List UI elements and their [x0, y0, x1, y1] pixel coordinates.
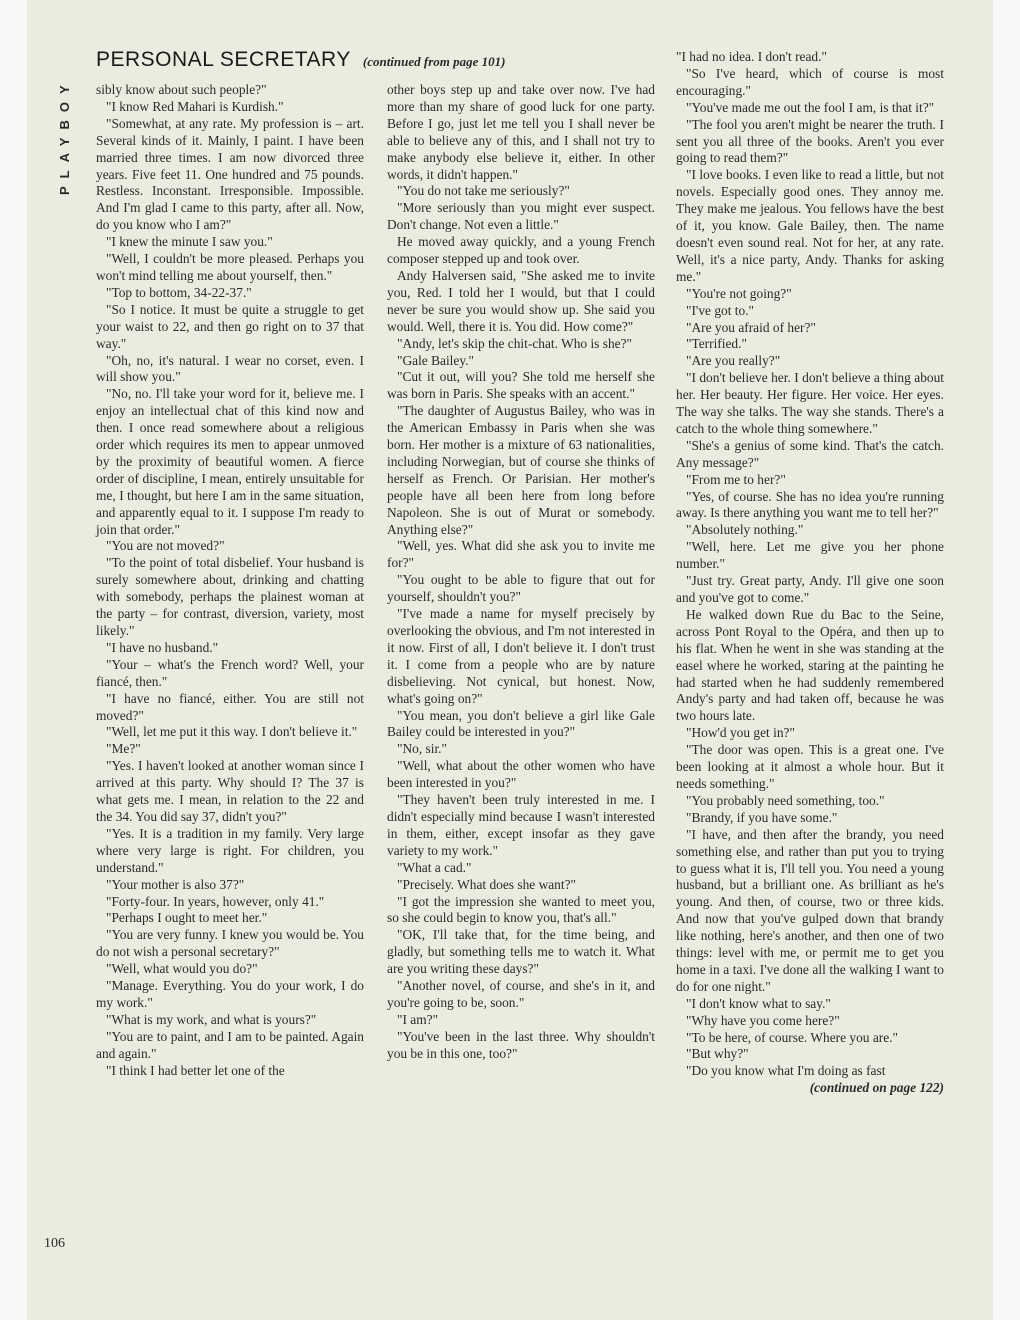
- paragraph: "Me?": [106, 741, 141, 757]
- paragraph: "Manage. Everything. You do your work, I do my work.": [96, 978, 364, 1010]
- text-column-2: [387, 82, 655, 1063]
- paragraph: "But why?": [686, 1046, 749, 1062]
- paragraph: "Why have you come here?": [686, 1012, 840, 1028]
- paragraph: "I knew the minute I saw you.": [106, 234, 273, 250]
- paragraph: "You are not moved?": [106, 538, 225, 554]
- paragraph: "You are to paint, and I am to be painted. Again and again.": [96, 1028, 364, 1061]
- paragraph: "Oh, no, it's natural. I wear no corset, even. I will show you.": [96, 352, 364, 385]
- paragraph: "Perhaps I ought to meet her.": [106, 910, 268, 926]
- paragraph: "I had no idea. I don't read.": [676, 49, 827, 64]
- paragraph: "Terrified.": [686, 336, 747, 352]
- paragraph: "Well, yes. What did she ask you to invite me for?": [387, 538, 655, 571]
- paragraph: "From me to her?": [686, 471, 786, 487]
- paragraph: "Yes. It is a tradition in my family. Very large where very large is right. For children, you understand.": [96, 825, 364, 875]
- paragraph: He walked down Rue du Bac to the Seine, across Pont Royal to the Opéra, and then up to his flat. When he went in she was standing at the easel where he worked, staring at the painting he had started when he had suddenly remembered Andy's party and had taken off, because he was two hours late.: [676, 606, 944, 724]
- paragraph: "Brandy, if you have some.": [686, 809, 838, 825]
- paragraph: "I've got to.": [686, 302, 755, 318]
- paragraph: "Gale Bailey.": [397, 352, 474, 368]
- paragraph: "Well, I couldn't be more pleased. Perhaps you won't mind telling me about yourself, then.": [96, 251, 364, 283]
- continued-to-note: (continued on page 122): [809, 1080, 944, 1096]
- paragraph: "Well, what would you do?": [106, 961, 258, 977]
- paragraph: Andy Halversen said, "She asked me to invite you, Red. I told her I would, but that I could never be sure you would show up. She said you would. Well, there it is. You did. How come?": [387, 267, 655, 334]
- paragraph: "I don't know what to say.": [686, 995, 831, 1011]
- paragraph: "Well, what about the other women who have been interested in you?": [387, 758, 655, 791]
- page-number: 106: [44, 1236, 65, 1251]
- paragraph: "Just try. Great party, Andy. I'll give one soon and you've got to come.": [676, 573, 944, 605]
- paragraph: "You ought to be able to figure that out for yourself, shouldn't you?": [387, 572, 655, 605]
- paragraph: "Your – what's the French word? Well, your fiancé, then.": [96, 656, 364, 689]
- continued-from-note: (continued from page 101): [362, 54, 506, 69]
- paragraph: "You're not going?": [686, 285, 792, 301]
- paragraph: "Well, let me put it this way. I don't believe it.": [106, 724, 358, 740]
- paragraph: "Another novel, of course, and she's in it, and you're going to be, soon.": [387, 978, 655, 1010]
- paragraph: "Are you afraid of her?": [686, 319, 816, 335]
- paragraph: "Somewhat, at any rate. My profession is – art. Several kinds of it. Mainly, I paint. I have been married three times. I am now divorced three years. Five feet 11. One hundred and 75 pounds. Restless. Inconstant. Irresponsible. Impossible. And I'm glad I came to this party, after all. Now, do you know who I am?": [96, 115, 364, 233]
- paragraph: "What is my work, and what is yours?": [106, 1011, 317, 1027]
- paragraph: "The door was open. This is a great one. I've been looking at it almost a whole hour. But it needs something.": [676, 742, 944, 791]
- paragraph: "You are very funny. I knew you would be. You do not wish a personal secretary?": [96, 927, 364, 960]
- paragraph: "You do not take me seriously?": [397, 183, 570, 199]
- paragraph: "I love books. I even like to read a little, but not novels. Especially good ones. They annoy me. They make me jealous. You fellows have the best of it, you know. Gale Bailey, then. The name doesn't even sound real. Not for her, at any rate. Well, it's a nice party, Andy. Thanks for asking me.": [676, 167, 944, 284]
- paragraph: "The daughter of Augustus Bailey, who was in the American Embassy in Paris when she was born. Her mother is a mixture of 63 nationalities, including Norwegian, but of course she thinks of herself as French. Or Parisian. Her mother's people have all been here from long before Napoleon. She is out of Murat or somebody. Anything else?": [387, 403, 655, 537]
- paragraph: other boys step up and take over now. I've had more than my share of good luck for one party. Before I go, just let me tell you I shall never be able to believe any of this, and I shall not try to make anybody else believe it, either. In other words, it didn't happen.": [387, 82, 655, 182]
- paragraph: "Yes, of course. She has no idea you're running away. Is there anything you want me to tell her?": [676, 488, 944, 521]
- paragraph: "No, no. I'll take your word for it, believe me. I enjoy an intellectual chat of this kind now and then. I once read somewhere about a religious order which requires its men to appear unmoved by the proximity of beautiful women. A fierce order of discipline, I mean, entirely unsuitable for me, I thought, but here I am in the same situation, and apparently equal to it. I suppose I'm ready to join that order.": [96, 386, 364, 537]
- paragraph: "I have no husband.": [106, 639, 219, 655]
- paragraph: "The fool you aren't might be nearer the truth. I sent you all three of the books. Aren't you ever going to read them?": [676, 116, 944, 166]
- paragraph: "You mean, you don't believe a girl like Gale Bailey could be interested in you?": [387, 707, 655, 740]
- paragraph: "Andy, let's skip the chit-chat. Who is she?": [397, 335, 632, 351]
- paragraph: "Top to bottom, 34-22-37.": [106, 284, 252, 300]
- paragraph: "Precisely. What does she want?": [397, 876, 577, 892]
- article-title: PERSONAL SECRETARY: [96, 48, 351, 71]
- paragraph: "Well, here. Let me give you her phone number.": [676, 539, 944, 572]
- paragraph: "Yes. I haven't looked at another woman since I arrived at this party. Why should I? The 37 is what gets me. I mean, in relation to the 22 and the 34. You did say 37, didn't you?": [96, 758, 364, 824]
- article-header: [96, 48, 506, 72]
- paragraph: "I think I had better let one of the: [106, 1062, 285, 1078]
- paragraph: "Forty-four. In years, however, only 41.": [106, 893, 325, 909]
- paragraph: "Cut it out, will you? She told me herself she was born in Paris. She speaks with an accent.": [387, 369, 655, 402]
- paragraph: "She's a genius of some kind. That's the catch. Any message?": [676, 437, 944, 470]
- paragraph: "I've made a name for myself precisely by overlooking the obvious, and I'm not interested in it now. First of all, I don't believe it. I don't trust it. I come from a people who are by nature disbelieving. Not cynical, but honest. Now, what's going on?": [387, 606, 655, 706]
- sidebar-title: PLAYBOY: [57, 77, 72, 195]
- paragraph: "You've been in the last three. Why shouldn't you be in this one, too?": [387, 1028, 655, 1061]
- paragraph: sibly know about such people?": [96, 82, 267, 97]
- paragraph: "More seriously than you might ever suspect. Don't change. Not even a little.": [387, 200, 655, 233]
- text-column-1: [96, 82, 364, 1079]
- paragraph: "What a cad.": [397, 859, 472, 875]
- paragraph: "You've made me out the fool I am, is that it?": [686, 99, 935, 115]
- paragraph: "You probably need something, too.": [686, 792, 885, 808]
- paragraph: "I have, and then after the brandy, you need something else, and rather than put you to trying to guess what it is, I'll tell you. You need a young husband, but a brilliant one. As brilliant as he's young. And then, of course, two or three kids. And now that you've gulped down that brandy like nothing, here's another, and then one of two things: level with me, or permit me to get you home in a taxi. I've done all the walking I want to do for one night.": [676, 826, 944, 994]
- paragraph: "I don't believe her. I don't believe a thing about her. Her beauty. Her figure. Her voice. Her eyes. The way she talks. The way she stands. There's a catch to the whole thing somewhere.": [676, 370, 944, 436]
- paragraph: "Are you really?": [686, 353, 781, 369]
- paragraph: "I got the impression she wanted to meet you, so she could begin to know you, that's all.": [387, 893, 655, 926]
- paragraph: "I have no fiancé, either. You are still not moved?": [96, 690, 364, 723]
- paragraph: "I am?": [397, 1011, 439, 1027]
- paragraph: "They haven't been truly interested in me. I didn't especially mind because I wasn't interested in them, either, except insofar as they gave variety to my work.": [387, 792, 655, 858]
- paragraph: "To the point of total disbelief. Your husband is surely somewhere about, drinking and chatting with somebody, perhaps the plainest woman at the party – for contrast, diversion, variety, most likely.": [96, 555, 364, 638]
- paragraph: "No, sir.": [397, 741, 447, 757]
- text-column-3: [676, 49, 944, 1097]
- paragraph: "So I notice. It must be quite a struggle to get your waist to 22, and then go right on to 37 that way.": [96, 301, 364, 351]
- magazine-sidebar: [57, 45, 77, 205]
- paragraph: "How'd you get in?": [686, 725, 795, 741]
- paragraph: "OK, I'll take that, for the time being, and gladly, but something tells me to watch it. What are you writing these days?": [387, 927, 655, 977]
- paragraph: He moved away quickly, and a young French composer stepped up and took over.: [387, 234, 655, 267]
- paragraph: "Your mother is also 37?": [106, 876, 245, 892]
- paragraph: "To be here, of course. Where you are.": [686, 1029, 899, 1045]
- paragraph: "Do you know what I'm doing as fast: [686, 1063, 886, 1079]
- paragraph: "Absolutely nothing.": [686, 522, 804, 538]
- paragraph: "So I've heard, which of course is most encouraging.": [676, 65, 944, 98]
- paragraph: "I know Red Mahari is Kurdish.": [106, 98, 284, 114]
